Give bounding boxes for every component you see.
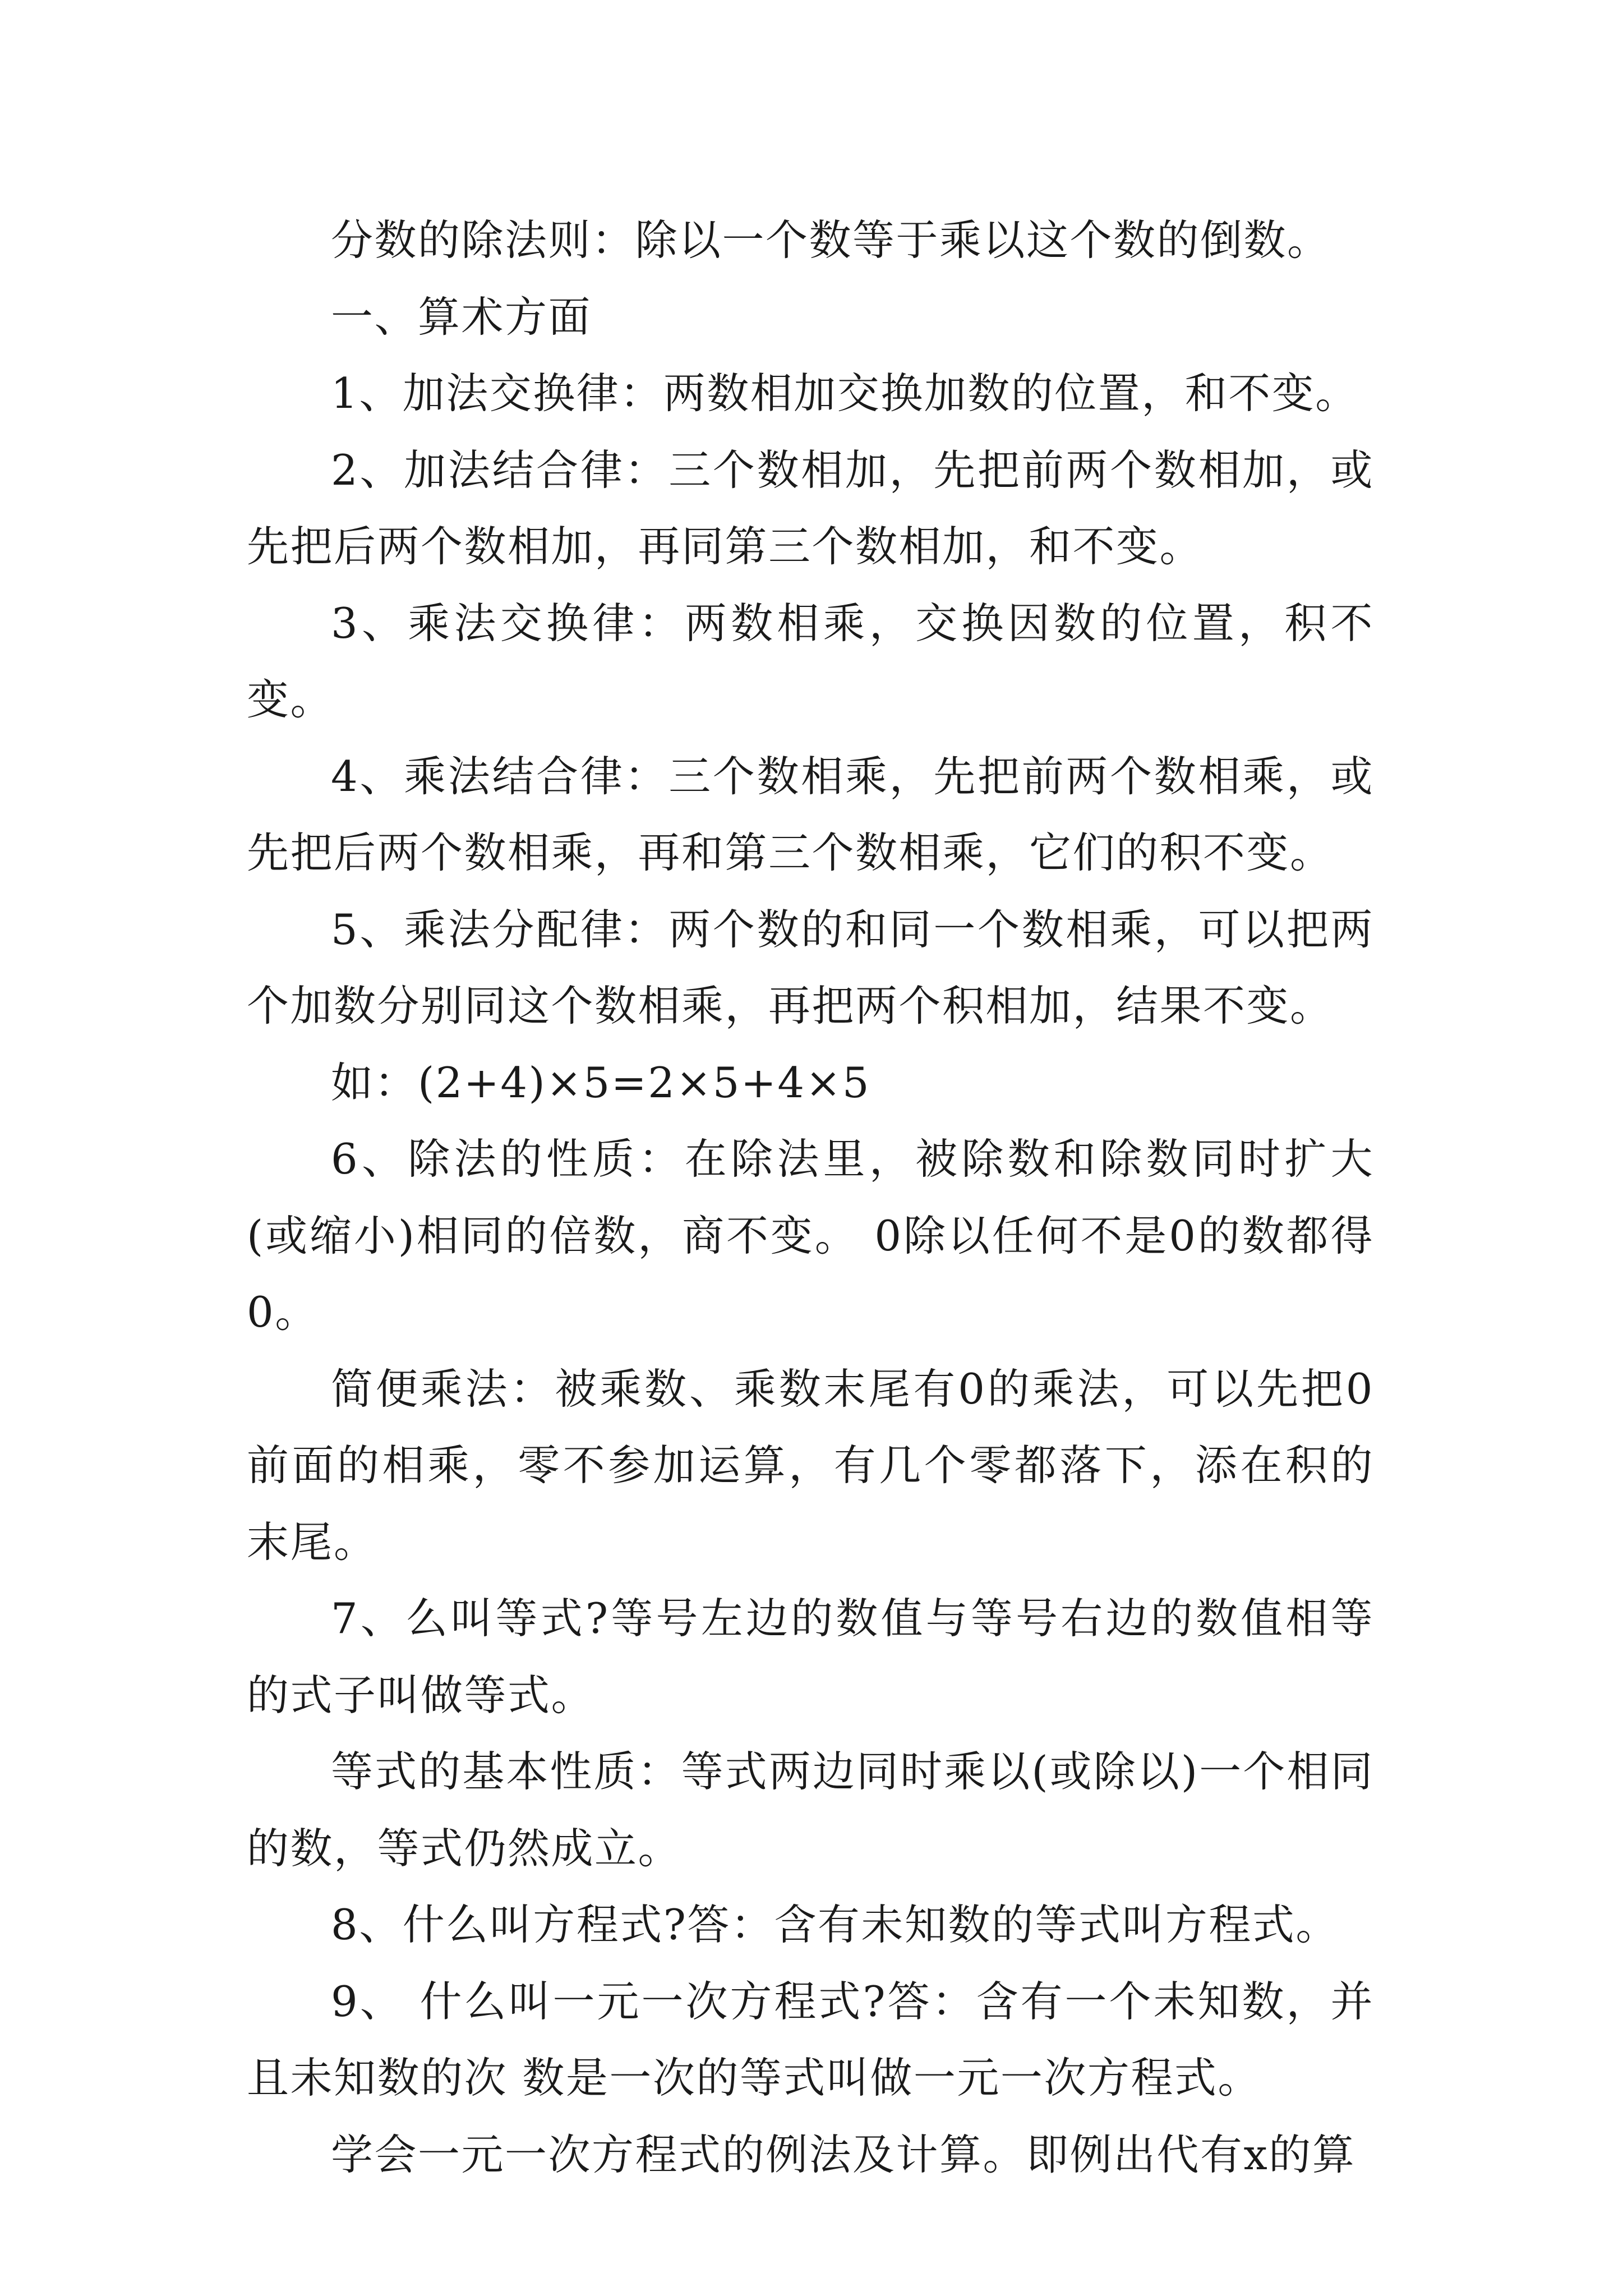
paragraph-multiplication-distributive: 5、乘法分配律：两个数的和同一个数相乘，可以把两个加数分别同这个数相乘，再把两个积相加，结果不变。 [247,904,1374,1030]
paragraph-equation-definition: 7、么叫等式?等号左边的数值与等号右边的数值相等的式子叫做等式。 [247,1594,1374,1720]
paragraph-equation-with-unknown: 8、什么叫方程式?答：含有未知数的等式叫方程式。 [331,1900,1339,1949]
paragraph-linear-equation: 9、 什么叫一元一次方程式?答：含有一个未知数，并且未知数的次 数是一次的等式叫做一元一次方程式。 [247,1976,1374,2102]
paragraph-multiplication-associative: 4、乘法结合律：三个数相乘，先把前两个数相乘，或先把后两个数相乘，再和第三个数相乘，它们的积不变。 [247,751,1374,877]
paragraph-division-property: 6、除法的性质：在除法里，被除数和除数同时扩大(或缩小)相同的倍数，商不变。 0除以任何不是0的数都得0。 [247,1134,1374,1337]
paragraph-addition-commutative: 1、加法交换律：两数相加交换加数的位置，和不变。 [331,369,1359,418]
paragraph-linear-equation-practice: 学会一元一次方程式的例法及计算。即例出代有x的算 [331,2129,1356,2179]
paragraph-simple-multiplication: 简便乘法：被乘数、乘数末尾有0的乘法，可以先把0前面的相乘，零不参加运算，有几个零都落下，添在积的末尾。 [247,1364,1374,1567]
paragraph-equation-property: 等式的基本性质：等式两边同时乘以(或除以)一个相同的数，等式仍然成立。 [247,1747,1374,1873]
paragraph-division-rule: 分数的除法则：除以一个数等于乘以这个数的倒数。 [331,215,1331,265]
paragraph-section-heading: 一、算术方面 [331,292,592,342]
paragraph-addition-associative: 2、加法结合律：三个数相加，先把前两个数相加，或先把后两个数相加，再同第三个数相加，和不变。 [247,445,1374,571]
document-body [247,202,1374,2193]
paragraph-example: 如：(2+4)×5=2×5+4×5 [331,1057,871,1107]
paragraph-multiplication-commutative: 3、乘法交换律：两数相乘，交换因数的位置，积不变。 [247,598,1374,724]
